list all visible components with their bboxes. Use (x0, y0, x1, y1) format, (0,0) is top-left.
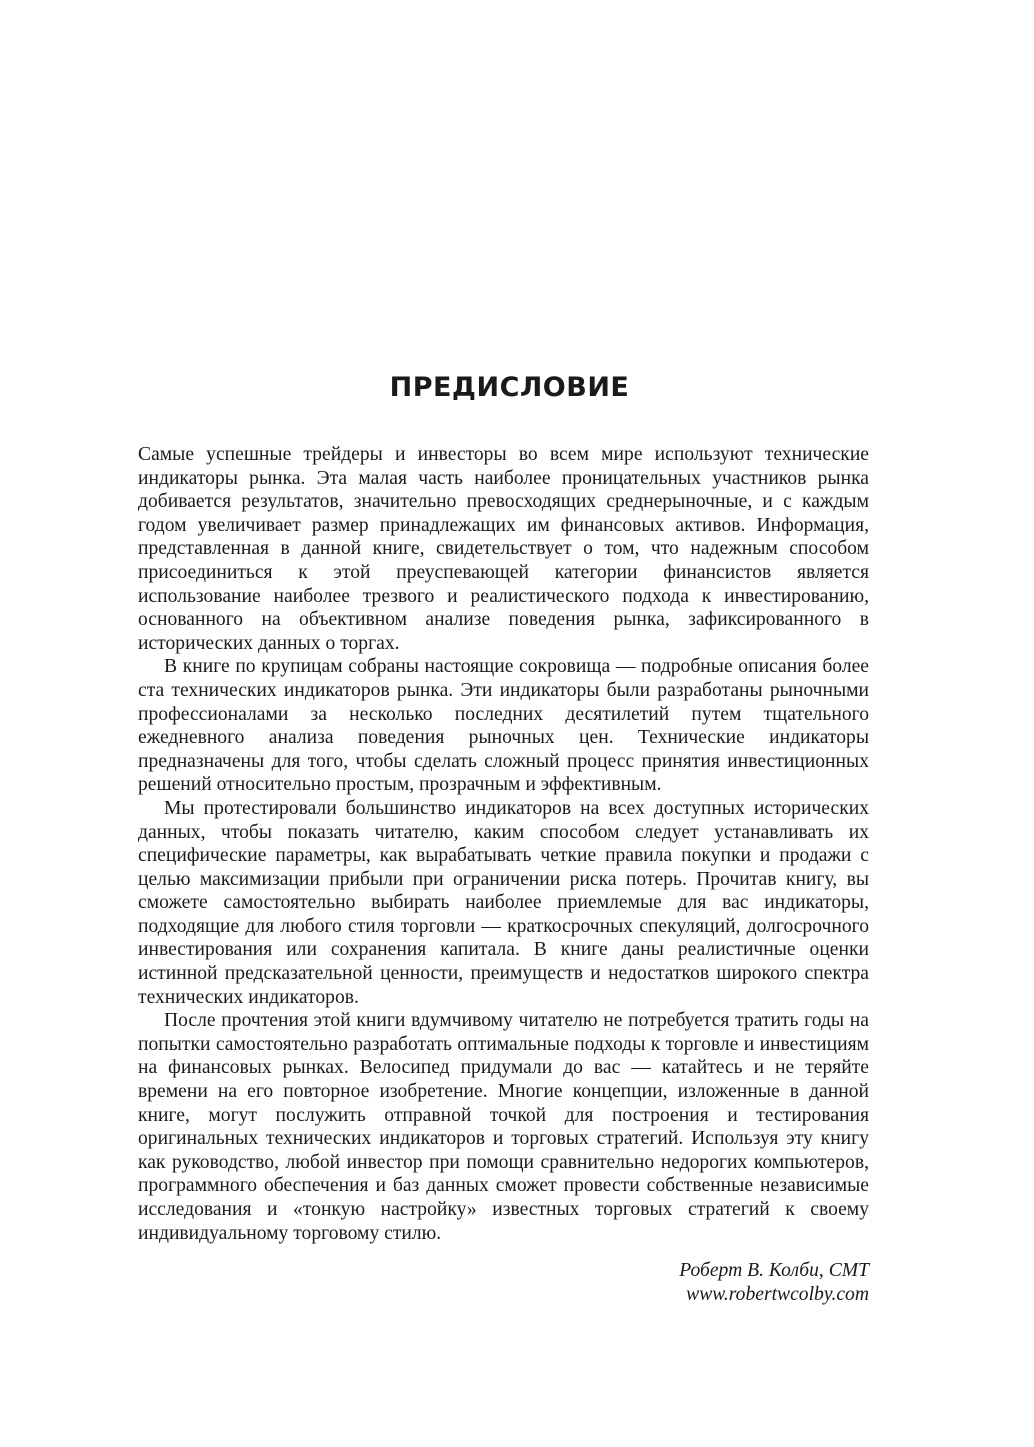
paragraph-1: Самые успешные трейдеры и инвесторы во всем мире используют технические индикаторы рынка. Эта малая часть наиболее проницательных участников рынка добивается результатов, значительно превосходящих среднерыночные, и с каждым годом увеличивает размер принадлежащих им финансовых активов. Информация, представленная в данной книге, свидетельствует о том, что надежным способом присоединиться к этой преуспевающей категории финансистов является использование наиболее трезвого и реалистического подхода к инвестированию, основанного на объективном анализе поведения рынка, зафиксированного в исторических данных о торгах. (138, 444, 869, 654)
page-title: ПРЕДИСЛОВИЕ (389, 372, 630, 403)
paragraph-2: В книге по крупицам собраны настоящие сокровища — подробные описания более ста технических индикаторов рынка. Эти индикаторы были разработаны рыночными профессионалами за несколько последних десятилетий путем тщательного ежедневного анализа поведения рыночных цен. Технические индикаторы предназначены для того, чтобы сделать сложный процесс принятия инвестиционных решений относительно простым, прозрачным и эффективным. (138, 656, 869, 796)
author-website: www.robertwcolby.com (686, 1283, 869, 1305)
paragraph-3: Мы протестировали большинство индикаторов на всех доступных исторических данных, чтобы показать читателю, каким способом следует устанавливать их специфические параметры, как вырабатывать четкие правила покупки и продажи с целью максимизации прибыли при ограничении риска потерь. Прочитав книгу, вы сможете самостоятельно выбирать наиболее приемлемые для вас индикаторы, подходящие для любого стиля торговли — краткосрочных спекуляций, долгосрочного инвестирования или сохранения капитала. В книге даны реалистичные оценки истинной предсказательной ценности, преимуществ и недостатков широкого спектра технических индикаторов. (138, 797, 869, 1008)
preface-section (138, 372, 869, 1306)
preface-body (138, 443, 869, 1245)
author-name: Роберт В. Колби, CMT (679, 1260, 869, 1282)
signature-block (138, 1259, 869, 1306)
paragraph-4: После прочтения этой книги вдумчивому читателю не потребуется тратить годы на попытки самостоятельно разработать оптимальные подходы к торговле и инвестициям на финансовых рынках. Велосипед придумали до вас — катайтесь и не теряйте времени на его повторное изобретение. Многие концепции, изложенные в данной книге, могут послужить отправной точкой для построения и тестирования оригинальных технических индикаторов и торговых стратегий. Используя эту книгу как руководство, любой инвестор при помощи сравнительно недорогих компьютеров, программного обеспечения и баз данных сможет провести собственные независимые исследования и «тонкую настройку» известных торговых стратегий к своему индивидуальному торговому стилю. (138, 1010, 869, 1244)
